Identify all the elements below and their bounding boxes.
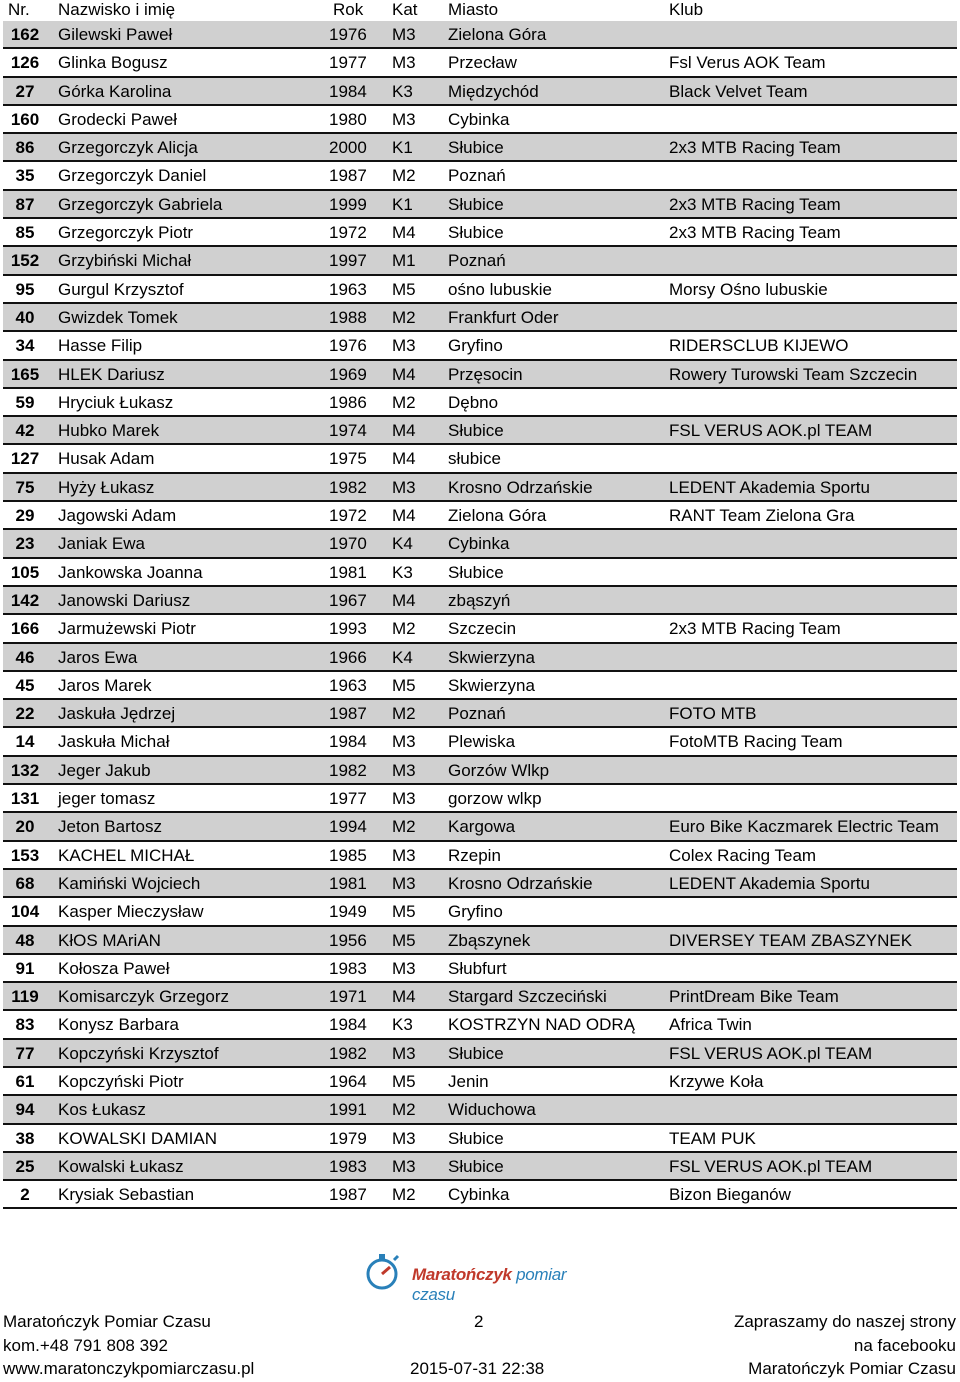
cell-city: słubice: [448, 449, 501, 469]
cell-year: 1988: [329, 307, 367, 327]
cell-name: jeger tomasz: [58, 789, 156, 809]
cell-club: Rowery Turowski Team Szczecin: [669, 364, 918, 384]
cell-kat: K4: [392, 647, 413, 667]
cell-name: Jarmużewski Piotr: [58, 619, 196, 639]
table-row: [3, 870, 957, 898]
cell-nr: 75: [15, 477, 35, 497]
cell-name: Grzegorczyk Daniel: [58, 166, 207, 186]
table-row: [3, 1040, 957, 1068]
cell-nr: 61: [15, 1071, 35, 1091]
cell-year: 1981: [329, 562, 367, 582]
footer-phone: kom.+48 791 808 392: [3, 1336, 168, 1355]
cell-year: 1984: [329, 1015, 367, 1035]
header-city: Miasto: [448, 0, 499, 19]
table-header: [0, 0, 960, 21]
cell-name: HLEK Dariusz: [58, 364, 165, 384]
cell-nr: 87: [15, 194, 35, 214]
header-kat: Kat: [392, 0, 418, 19]
cell-year: 1986: [329, 392, 367, 412]
table-row: [3, 474, 957, 502]
table-row: [3, 757, 957, 785]
cell-year: 1964: [329, 1071, 367, 1091]
table-row: [3, 389, 957, 417]
cell-club: Fsl Verus AOK Team: [669, 53, 826, 73]
cell-nr: 131: [10, 789, 40, 809]
cell-year: 1979: [329, 1128, 367, 1148]
cell-year: 1971: [329, 987, 367, 1007]
cell-nr: 91: [15, 958, 35, 978]
cell-name: Krysiak Sebastian: [58, 1185, 195, 1205]
cell-year: 1967: [329, 590, 367, 610]
cell-nr: 127: [10, 449, 40, 469]
cell-name: Kos Łukasz: [58, 1100, 146, 1120]
cell-city: Gorzów Wlkp: [448, 760, 550, 780]
cell-nr: 59: [15, 392, 35, 412]
cell-year: 1991: [329, 1100, 367, 1120]
cell-nr: 35: [15, 166, 35, 186]
cell-kat: M2: [392, 619, 416, 639]
table-row: [3, 219, 957, 247]
cell-kat: M5: [392, 1071, 416, 1091]
footer-website[interactable]: www.maratonczykpomiarczasu.pl: [3, 1359, 255, 1378]
cell-kat: M4: [392, 421, 416, 441]
cell-city: Rzepin: [448, 845, 501, 865]
cell-nr: 25: [15, 1156, 35, 1176]
cell-nr: 104: [10, 902, 40, 922]
cell-year: 1983: [329, 1156, 367, 1176]
footer-facebook[interactable]: na facebooku: [853, 1336, 956, 1355]
cell-name: Konysz Barbara: [58, 1015, 179, 1035]
cell-city: Słubice: [448, 194, 504, 214]
footer-company-right: Maratończyk Pomiar Czasu: [748, 1359, 956, 1378]
cell-kat: K3: [392, 81, 413, 101]
cell-city: Słubice: [448, 421, 504, 441]
cell-year: 1983: [329, 958, 367, 978]
cell-name: Grzybiński Michał: [58, 251, 192, 271]
table-row: [3, 361, 957, 389]
cell-city: Szczecin: [448, 619, 517, 639]
cell-nr: 165: [10, 364, 40, 384]
cell-kat: K3: [392, 562, 413, 582]
cell-nr: 94: [15, 1100, 35, 1120]
cell-city: Słubice: [448, 223, 504, 243]
cell-club: 2x3 MTB Racing Team: [669, 194, 841, 214]
cell-city: Zielona Góra: [448, 25, 547, 44]
cell-name: Grzegorczyk Alicja: [58, 138, 198, 158]
cell-city: Frankfurt Oder: [448, 307, 559, 327]
cell-kat: M5: [392, 902, 416, 922]
table-row: [3, 785, 957, 813]
cell-year: 1984: [329, 732, 367, 752]
cell-name: Jaskuła Michał: [58, 732, 170, 752]
cell-kat: M4: [392, 223, 416, 243]
cell-name: KłOS MAriAN: [58, 930, 161, 950]
cell-year: 1963: [329, 675, 367, 695]
cell-year: 1966: [329, 647, 367, 667]
logo: [360, 1248, 610, 1304]
cell-city: Cybinka: [448, 1185, 510, 1205]
table-row: [3, 927, 957, 955]
cell-kat: M3: [392, 109, 416, 129]
cell-city: Przecław: [448, 53, 517, 73]
cell-city: Słubice: [448, 1043, 504, 1063]
table-row: [3, 502, 957, 530]
cell-kat: M4: [392, 987, 416, 1007]
cell-nr: 46: [15, 647, 35, 667]
cell-year: 1969: [329, 364, 367, 384]
table-row: [3, 1011, 957, 1039]
stopwatch-icon: [360, 1248, 410, 1294]
table-row: [3, 247, 957, 275]
footer-invite: Zapraszamy do naszej strony: [733, 1312, 956, 1331]
cell-year: 1984: [329, 81, 367, 101]
cell-kat: M3: [392, 25, 416, 44]
table-row: [3, 1125, 957, 1153]
cell-name: Kołosza Paweł: [58, 958, 170, 978]
cell-year: 1981: [329, 873, 367, 893]
cell-kat: M3: [392, 789, 416, 809]
cell-city: Poznań: [448, 166, 506, 186]
cell-nr: 42: [15, 421, 35, 441]
table-row: [3, 445, 957, 473]
cell-city: KOSTRZYN NAD ODRĄ: [448, 1015, 636, 1035]
cell-city: Widuchowa: [448, 1100, 536, 1120]
cell-nr: 162: [10, 25, 40, 44]
cell-kat: M3: [392, 477, 416, 497]
cell-city: Słubice: [448, 562, 504, 582]
cell-name: Jeton Bartosz: [58, 817, 162, 837]
cell-year: 1987: [329, 166, 367, 186]
cell-club: Bizon Bieganów: [669, 1185, 791, 1205]
cell-name: Kopczyński Krzysztof: [58, 1043, 219, 1063]
cell-year: 1987: [329, 704, 367, 724]
cell-nr: 153: [10, 845, 40, 865]
cell-kat: M2: [392, 817, 416, 837]
cell-year: 2000: [329, 138, 367, 158]
cell-name: Jaros Marek: [58, 675, 152, 695]
cell-club: TEAM PUK: [669, 1128, 756, 1148]
cell-name: KOWALSKI DAMIAN: [58, 1128, 218, 1148]
table-row: [3, 955, 957, 983]
cell-nr: 34: [15, 336, 35, 356]
cell-kat: M3: [392, 1128, 416, 1148]
cell-year: 1993: [329, 619, 367, 639]
cell-name: Jankowska Joanna: [58, 562, 203, 582]
cell-kat: M2: [392, 166, 416, 186]
cell-city: Kargowa: [448, 817, 516, 837]
cell-name: Jaros Ewa: [58, 647, 138, 667]
cell-city: Krosno Odrzańskie: [448, 477, 593, 497]
cell-nr: 119: [11, 987, 39, 1007]
cell-kat: M1: [392, 251, 416, 271]
cell-kat: K1: [392, 138, 413, 158]
cell-year: 1980: [329, 109, 367, 129]
cell-year: 1956: [329, 930, 367, 950]
table-row: [3, 983, 957, 1011]
cell-kat: M4: [392, 449, 416, 469]
cell-kat: M3: [392, 1156, 416, 1176]
table-row: [3, 728, 957, 756]
cell-city: Dębno: [448, 392, 499, 412]
cell-city: Krosno Odrzańskie: [448, 873, 593, 893]
table-row: [3, 1096, 957, 1124]
cell-name: Hyży Łukasz: [58, 477, 155, 497]
cell-nr: 22: [15, 704, 35, 724]
cell-nr: 166: [10, 619, 40, 639]
table-row: [3, 1181, 957, 1209]
cell-year: 1970: [329, 534, 367, 554]
cell-name: Gurgul Krzysztof: [58, 279, 184, 299]
cell-nr: 86: [15, 138, 35, 158]
table-row: [3, 842, 957, 870]
cell-city: Przęsocin: [448, 364, 523, 384]
table-row: [3, 304, 957, 332]
table-row: [3, 530, 957, 558]
table-row: [3, 276, 957, 304]
cell-name: Grodecki Paweł: [58, 109, 178, 129]
footer-page-number: 2: [474, 1312, 484, 1331]
cell-kat: M5: [392, 930, 416, 950]
cell-nr: 126: [10, 53, 40, 73]
cell-club: Morsy Ośno lubuskie: [669, 279, 828, 299]
cell-nr: 77: [15, 1043, 35, 1063]
cell-nr: 132: [10, 760, 40, 780]
cell-city: Słubice: [448, 138, 504, 158]
cell-kat: M2: [392, 392, 416, 412]
cell-kat: M5: [392, 279, 416, 299]
cell-year: 1977: [329, 53, 367, 73]
cell-city: Cybinka: [448, 109, 510, 129]
cell-nr: 27: [15, 81, 35, 101]
cell-name: Grzegorczyk Piotr: [58, 223, 194, 243]
cell-nr: 45: [15, 675, 35, 695]
cell-city: zbąszyń: [448, 590, 511, 610]
cell-kat: M3: [392, 873, 416, 893]
table-row: [3, 106, 957, 134]
cell-nr: 160: [10, 109, 40, 129]
cell-name: KACHEL MICHAŁ: [58, 845, 195, 865]
cell-name: Kowalski Łukasz: [58, 1156, 184, 1176]
cell-kat: M2: [392, 1100, 416, 1120]
cell-club: FotoMTB Racing Team: [669, 732, 843, 752]
table-row: [3, 417, 957, 445]
table-row: [3, 672, 957, 700]
cell-name: Gwizdek Tomek: [58, 307, 178, 327]
cell-club: DIVERSEY TEAM ZBASZYNEK: [669, 930, 913, 950]
cell-club: PrintDream Bike Team: [669, 987, 839, 1007]
header-name: Nazwisko i imię: [58, 0, 176, 19]
cell-name: Grzegorczyk Gabriela: [58, 194, 223, 214]
cell-year: 1997: [329, 251, 367, 271]
cell-year: 1985: [329, 845, 367, 865]
cell-kat: M3: [392, 845, 416, 865]
cell-club: LEDENT Akademia Sportu: [669, 873, 870, 893]
cell-city: Słubice: [448, 1128, 504, 1148]
cell-kat: M4: [392, 364, 416, 384]
cell-name: Komisarczyk Grzegorz: [58, 987, 229, 1007]
cell-club: FOTO MTB: [669, 704, 757, 724]
cell-nr: 152: [10, 251, 40, 271]
cell-kat: M4: [392, 506, 416, 526]
cell-city: Gryfino: [448, 902, 503, 922]
cell-nr: 105: [10, 562, 40, 582]
cell-year: 1974: [329, 421, 367, 441]
logo-text-secondary: pomiar czasu: [412, 1265, 567, 1304]
cell-nr: 83: [15, 1015, 35, 1035]
cell-kat: M2: [392, 1185, 416, 1205]
table-row: [3, 1153, 957, 1181]
cell-kat: K4: [392, 534, 413, 554]
cell-city: Poznań: [448, 251, 506, 271]
cell-name: Kopczyński Piotr: [58, 1071, 184, 1091]
cell-nr: 40: [15, 307, 35, 327]
table-row: [3, 21, 957, 49]
cell-nr: 95: [15, 279, 35, 299]
cell-nr: 68: [15, 873, 35, 893]
cell-city: Międzychód: [448, 81, 539, 101]
cell-year: 1963: [329, 279, 367, 299]
cell-club: Black Velvet Team: [669, 81, 808, 101]
header-nr: Nr.: [8, 0, 30, 19]
cell-year: 1976: [329, 25, 367, 44]
cell-name: Hubko Marek: [58, 421, 160, 441]
cell-city: Słubice: [448, 1156, 504, 1176]
cell-kat: M3: [392, 760, 416, 780]
table-row: [3, 191, 957, 219]
cell-city: Skwierzyna: [448, 675, 535, 695]
cell-nr: 48: [15, 930, 35, 950]
cell-nr: 20: [15, 817, 35, 837]
cell-nr: 14: [15, 732, 35, 752]
cell-nr: 23: [15, 534, 35, 554]
table-row: [3, 49, 957, 77]
cell-city: Słubfurt: [448, 958, 507, 978]
cell-name: Jaskuła Jędrzej: [58, 704, 176, 724]
cell-year: 1975: [329, 449, 367, 469]
cell-city: gorzow wlkp: [448, 789, 542, 809]
cell-kat: M5: [392, 675, 416, 695]
cell-nr: 2: [20, 1185, 30, 1205]
table-row: [3, 615, 957, 643]
cell-club: Colex Racing Team: [669, 845, 817, 865]
cell-name: Jeger Jakub: [58, 760, 151, 780]
cell-nr: 29: [15, 506, 35, 526]
cell-club: FSL VERUS AOK.pl TEAM: [669, 421, 873, 441]
cell-name: Hryciuk Łukasz: [58, 392, 174, 412]
table-row: [3, 134, 957, 162]
cell-nr: 85: [15, 223, 35, 243]
cell-name: Husak Adam: [58, 449, 155, 469]
cell-year: 1977: [329, 789, 367, 809]
cell-name: Janiak Ewa: [58, 534, 145, 554]
cell-nr: 38: [15, 1128, 35, 1148]
cell-club: RIDERSCLUB KIJEWO: [669, 336, 849, 356]
cell-year: 1972: [329, 223, 367, 243]
cell-kat: K1: [392, 194, 413, 214]
cell-name: Gilewski Paweł: [58, 25, 173, 44]
cell-kat: M3: [392, 336, 416, 356]
cell-year: 1949: [329, 902, 367, 922]
cell-year: 1976: [329, 336, 367, 356]
cell-city: Zbąszynek: [448, 930, 531, 950]
cell-city: Cybinka: [448, 534, 510, 554]
cell-city: Zielona Góra: [448, 506, 547, 526]
cell-name: Górka Karolina: [58, 81, 172, 101]
table-row: [3, 78, 957, 106]
cell-city: Stargard Szczeciński: [448, 987, 607, 1007]
results-table: [3, 21, 957, 1209]
cell-nr: 142: [10, 590, 40, 610]
cell-kat: M3: [392, 958, 416, 978]
cell-kat: M2: [392, 704, 416, 724]
cell-club: 2x3 MTB Racing Team: [669, 619, 841, 639]
logo-text-primary: Maratończyk: [412, 1265, 512, 1284]
cell-year: 1987: [329, 1185, 367, 1205]
cell-club: Krzywe Koła: [669, 1071, 764, 1091]
cell-club: 2x3 MTB Racing Team: [669, 138, 841, 158]
table-row: [3, 587, 957, 615]
cell-name: Jagowski Adam: [58, 506, 177, 526]
table-row: [3, 332, 957, 360]
cell-kat: M3: [392, 53, 416, 73]
cell-city: Poznań: [448, 704, 506, 724]
table-row: [3, 162, 957, 190]
cell-kat: M3: [392, 732, 416, 752]
cell-kat: M2: [392, 307, 416, 327]
cell-kat: M4: [392, 590, 416, 610]
header-club: Klub: [669, 0, 704, 19]
cell-year: 1982: [329, 1043, 367, 1063]
cell-club: 2x3 MTB Racing Team: [669, 223, 841, 243]
cell-year: 1982: [329, 760, 367, 780]
cell-club: FSL VERUS AOK.pl TEAM: [669, 1156, 873, 1176]
table-row: [3, 898, 957, 926]
cell-city: Plewiska: [448, 732, 516, 752]
cell-city: Gryfino: [448, 336, 503, 356]
table-row: [3, 700, 957, 728]
cell-kat: M3: [392, 1043, 416, 1063]
cell-club: LEDENT Akademia Sportu: [669, 477, 870, 497]
footer-company: Maratończyk Pomiar Czasu: [3, 1312, 211, 1331]
table-row: [3, 559, 957, 587]
header-year: Rok: [333, 0, 364, 19]
table-row: [3, 813, 957, 841]
cell-club: RANT Team Zielona Gra: [669, 506, 855, 526]
footer-datetime: 2015-07-31 22:38: [410, 1359, 545, 1378]
cell-club: FSL VERUS AOK.pl TEAM: [669, 1043, 873, 1063]
cell-name: Kamiński Wojciech: [58, 873, 201, 893]
table-row: [3, 644, 957, 672]
table-row: [3, 1068, 957, 1096]
cell-name: Hasse Filip: [58, 336, 143, 356]
cell-year: 1994: [329, 817, 367, 837]
cell-year: 1999: [329, 194, 367, 214]
cell-year: 1982: [329, 477, 367, 497]
cell-kat: K3: [392, 1015, 413, 1035]
cell-name: Glinka Bogusz: [58, 53, 168, 73]
cell-name: Kasper Mieczysław: [58, 902, 204, 922]
cell-club: Africa Twin: [669, 1015, 752, 1035]
cell-club: Euro Bike Kaczmarek Electric Team: [669, 817, 939, 837]
cell-name: Janowski Dariusz: [58, 590, 191, 610]
cell-city: ośno lubuskie: [448, 279, 552, 299]
cell-city: Jenin: [448, 1071, 489, 1091]
cell-city: Skwierzyna: [448, 647, 535, 667]
cell-year: 1972: [329, 506, 367, 526]
